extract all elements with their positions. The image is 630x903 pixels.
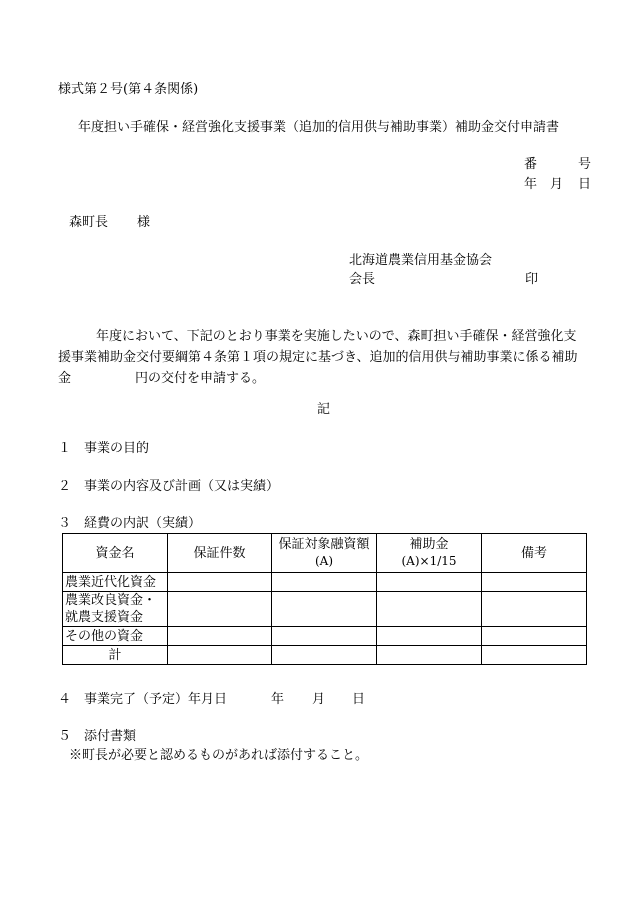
header-subsidy-formula: (A)×1/15 — [401, 554, 457, 568]
row-cell — [377, 646, 482, 665]
table-row — [63, 592, 587, 627]
body-line-2: 援事業補助金交付要綱第４条第１項の規定に基づき、追加的信用供与補助事業に係る補助 — [58, 350, 578, 365]
addressee-honorific: 様 — [137, 215, 151, 230]
addressee-name: 森町長 — [69, 215, 109, 230]
section-4-number: ４ — [58, 692, 72, 707]
row-cell — [377, 573, 482, 592]
row-cell — [482, 627, 587, 646]
completion-year: 年 — [271, 692, 285, 707]
table-header-row — [63, 534, 587, 573]
table-row — [63, 573, 587, 592]
row-fund-name: 農業近代化資金 — [63, 573, 168, 592]
row-fund-name: その他の資金 — [63, 627, 168, 646]
row-cell — [482, 646, 587, 665]
row-cell — [377, 592, 482, 627]
number-suffix: 号 — [578, 157, 592, 172]
row-fund-name-line-1: 農業改良資金・ — [65, 593, 157, 608]
body-line-3-start: 金 — [58, 371, 72, 386]
header-subsidy — [377, 534, 482, 573]
seal-mark: 印 — [525, 272, 539, 287]
row-fund-name — [63, 592, 168, 627]
number-label: 番 — [524, 157, 538, 172]
section-2-title: 事業の内容及び計画（又は実績） — [84, 479, 280, 494]
body-line-1: 年度において、下記のとおり事業を実施したいので、森町担い手確保・経営強化支 — [96, 329, 577, 344]
row-cell — [482, 573, 587, 592]
date-year: 年 — [524, 177, 538, 192]
header-loan-amount — [272, 534, 377, 573]
body-line-3-end: 円の交付を申請する。 — [135, 371, 266, 386]
header-fund-name: 資金名 — [63, 534, 168, 573]
date-month: 月 — [550, 177, 564, 192]
row-cell — [272, 573, 377, 592]
date-day: 日 — [578, 177, 592, 192]
completion-month: 月 — [312, 692, 326, 707]
applicant-org: 北海道農業信用基金協会 — [349, 253, 493, 268]
row-cell — [168, 646, 272, 665]
section-5-title: 添付書類 — [84, 729, 137, 744]
row-cell — [168, 627, 272, 646]
header-remarks: 備考 — [482, 534, 587, 573]
application-body — [58, 326, 590, 389]
section-3-number: ３ — [58, 516, 72, 531]
section-1-number: １ — [58, 441, 72, 456]
header-loan-amount-label: 保証対象融資額 — [278, 537, 370, 552]
row-cell — [168, 592, 272, 627]
section-1-title: 事業の目的 — [84, 441, 150, 456]
row-cell — [168, 573, 272, 592]
table-total-row — [63, 646, 587, 665]
row-cell — [272, 646, 377, 665]
section-5-number: ５ — [58, 729, 72, 744]
header-loan-amount-symbol: (A) — [314, 554, 334, 568]
applicant-title: 会長 — [349, 272, 376, 287]
row-cell — [272, 592, 377, 627]
expense-table — [62, 533, 587, 665]
header-guarantee-count: 保証件数 — [168, 534, 272, 573]
ki-heading: 記 — [317, 402, 331, 417]
header-subsidy-label: 補助金 — [409, 537, 449, 552]
form-number: 様式第２号(第４条関係) — [58, 82, 199, 97]
completion-day: 日 — [352, 692, 366, 707]
section-2-number: ２ — [58, 479, 72, 494]
body-line-3 — [58, 368, 590, 389]
row-cell — [377, 627, 482, 646]
document-title: 年度担い手確保・経営強化支援事業（追加的信用供与補助事業）補助金交付申請書 — [78, 120, 560, 135]
attachment-note: ※町長が必要と認めるものがあれば添付すること。 — [69, 748, 369, 763]
table-row — [63, 627, 587, 646]
row-cell — [482, 592, 587, 627]
row-fund-name-line-2: 就農支援資金 — [65, 610, 144, 625]
section-3-title: 経費の内訳（実績） — [84, 516, 202, 531]
row-total-label: 計 — [63, 646, 168, 665]
section-4-title: 事業完了（予定）年月日 — [84, 692, 228, 707]
row-cell — [272, 627, 377, 646]
